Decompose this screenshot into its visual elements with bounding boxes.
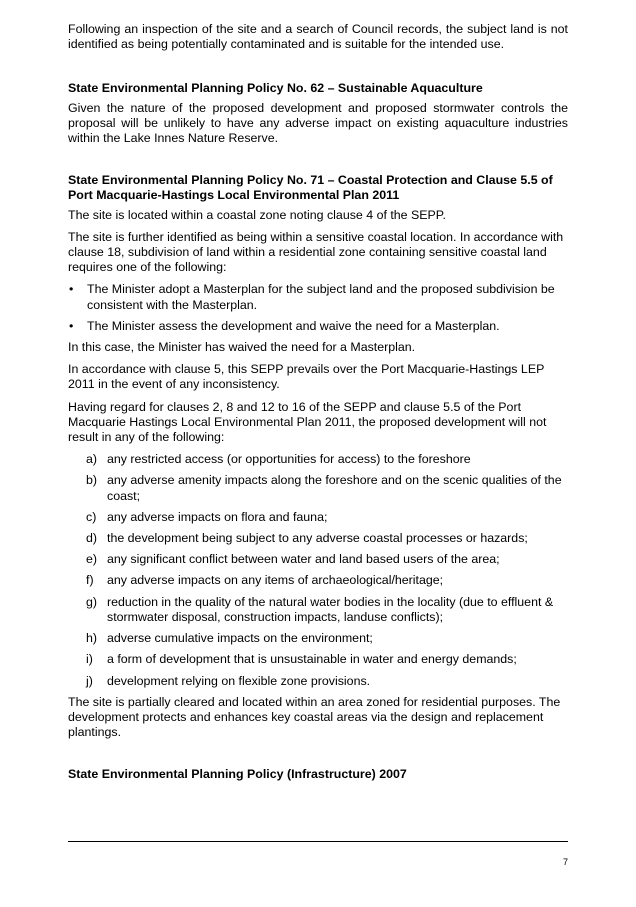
list-item	[68, 473, 568, 503]
list-item	[68, 552, 568, 567]
sepp62-paragraph: Given the nature of the proposed development and proposed stormwater controls the proposal will be unlikely to have any adverse impact on existing aquaculture industries within the Lake Innes Nature Reserve.	[68, 100, 568, 146]
list-item-text: any restricted access (or opportunities for access) to the foreshore	[107, 452, 471, 467]
infrastructure-heading: State Environmental Planning Policy (Infrastructure) 2007	[68, 767, 407, 782]
page-number: 7	[562, 857, 568, 867]
list-item-text: any adverse impacts on flora and fauna;	[107, 509, 328, 524]
list-marker: a)	[86, 452, 98, 467]
sepp62-heading: State Environmental Planning Policy No. 62 – Sustainable Aquaculture	[68, 81, 483, 96]
sepp71-paragraph-5: Having regard for clauses 2, 8 and 12 to 16 of the SEPP and clause 5.5 of the Port Macquarie Hastings Local Environmental Plan 2011, the proposed development will not result in any of the following:	[68, 399, 547, 445]
bullet-icon: •	[69, 282, 74, 297]
sepp71-paragraph-4: In accordance with clause 5, this SEPP prevails over the Port Macquarie-Hastings LEP 2011 in the event of any inconsistency.	[68, 362, 545, 392]
list-marker: c)	[86, 509, 97, 524]
list-marker: e)	[86, 552, 98, 567]
list-marker: j)	[86, 673, 93, 688]
sepp71-heading: State Environmental Planning Policy No. 71 – Coastal Protection and Clause 5.5 of Port Macquarie-Hastings Local Environmental Plan 2011	[68, 173, 553, 203]
impacts-list	[68, 452, 568, 688]
sepp71-paragraph-1: The site is located within a coastal zone noting clause 4 of the SEPP.	[68, 207, 446, 222]
list-item	[68, 531, 568, 546]
list-item-text: a form of development that is unsustainable in water and energy demands;	[107, 652, 517, 667]
list-item	[68, 674, 568, 689]
list-item	[68, 452, 568, 467]
list-item	[68, 631, 568, 646]
contamination-paragraph: Following an inspection of the site and a search of Council records, the subject land is not identified as being potentially contaminated and is suitable for the intended use.	[68, 22, 568, 52]
list-item	[68, 573, 568, 588]
sepp71-paragraph-6: The site is partially cleared and located within an area zoned for residential purposes. The development protects and enhances key coastal areas via the design and replacement plantings.	[68, 694, 561, 740]
list-item-text: The Minister adopt a Masterplan for the subject land and the proposed subdivision be consistent with the Masterplan.	[87, 282, 555, 312]
list-item	[68, 510, 568, 525]
sepp71-paragraph-3: In this case, the Minister has waived the need for a Masterplan.	[68, 340, 416, 355]
list-marker: d)	[86, 531, 98, 546]
list-item-text: any adverse amenity impacts along the foreshore and on the scenic qualities of the coast;	[107, 473, 562, 503]
footer-divider	[68, 841, 568, 842]
list-marker: g)	[86, 594, 98, 609]
list-item-text: The Minister assess the development and waive the need for a Masterplan.	[87, 318, 500, 333]
list-item	[68, 319, 568, 334]
list-item	[68, 595, 568, 625]
list-marker: f)	[86, 573, 94, 588]
list-item-text: any significant conflict between water and land based users of the area;	[107, 552, 500, 567]
list-item-text: development relying on flexible zone provisions.	[107, 673, 371, 688]
list-marker: h)	[86, 631, 98, 646]
list-item-text: the development being subject to any adverse coastal processes or hazards;	[107, 531, 528, 546]
list-marker: b)	[86, 473, 98, 488]
sepp71-paragraph-2: The site is further identified as being within a sensitive coastal location. In accordance with clause 18, subdivision of land within a residential zone containing sensitive coastal land requires one of the following:	[68, 229, 564, 275]
list-item	[68, 652, 568, 667]
list-item-text: reduction in the quality of the natural water bodies in the locality (due to effluent & stormwater disposal, construction impacts, landuse conflicts);	[107, 594, 554, 624]
list-item-text: adverse cumulative impacts on the environment;	[107, 631, 373, 646]
list-item	[68, 282, 568, 312]
list-marker: i)	[86, 652, 93, 667]
bullet-icon: •	[69, 318, 74, 333]
list-item-text: any adverse impacts on any items of archaeological/heritage;	[107, 573, 444, 588]
masterplan-options-list	[68, 282, 568, 334]
page-content	[68, 22, 568, 787]
